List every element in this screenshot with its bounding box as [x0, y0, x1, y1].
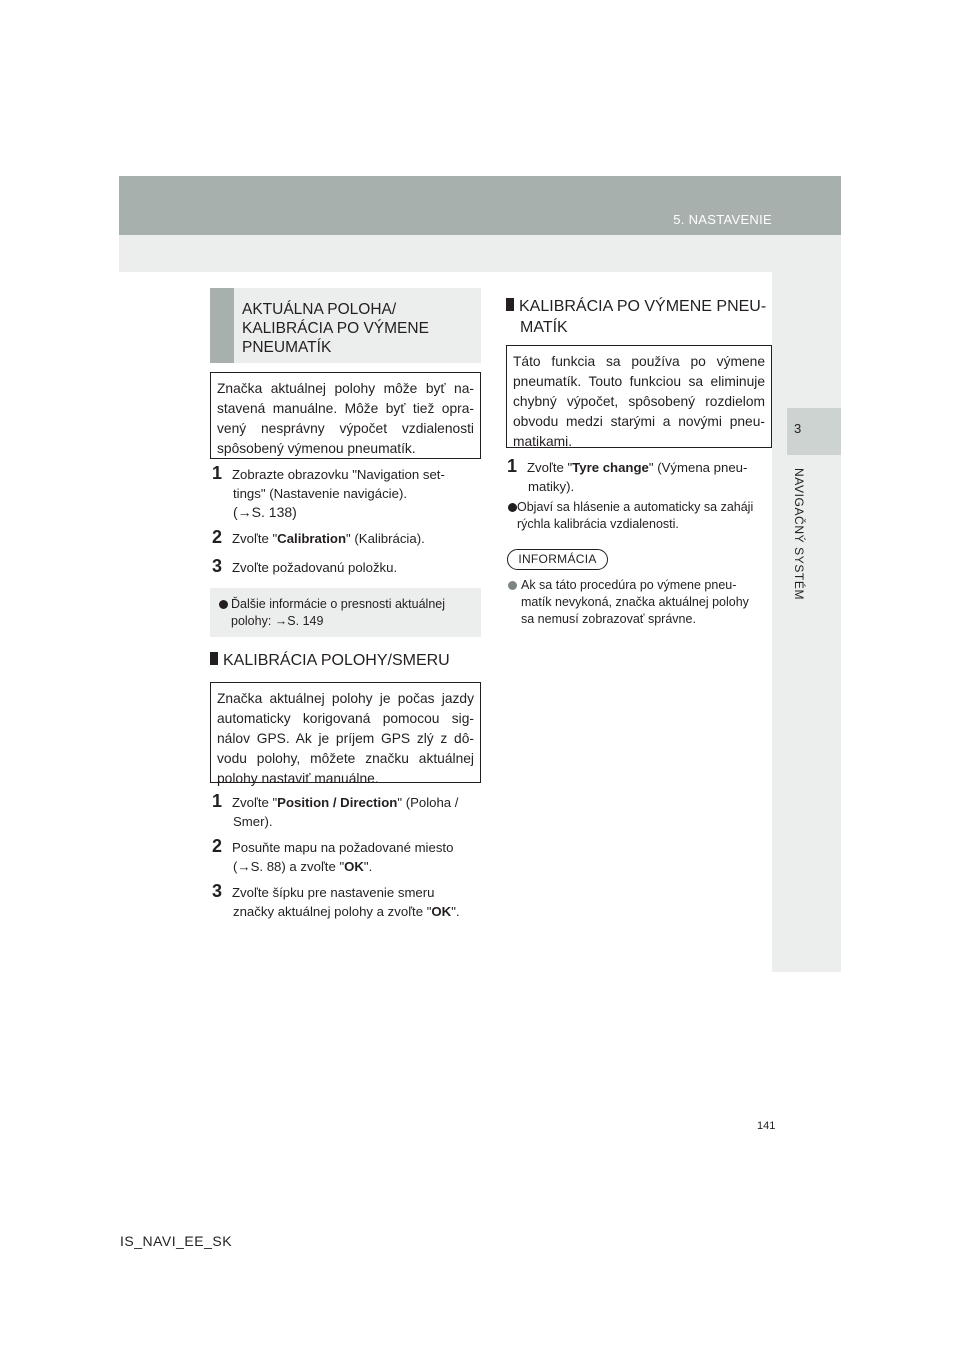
- page-reference: (→S. 138): [233, 504, 297, 520]
- step-number: 2: [212, 836, 223, 856]
- step-text: tings" (Nastavenie navigácie).: [233, 486, 408, 501]
- step-text: Smer).: [233, 814, 273, 829]
- heading-square-icon: [210, 652, 218, 665]
- more-info-text: [231, 596, 475, 630]
- step-number: 1: [507, 456, 518, 476]
- step-number: 3: [212, 881, 223, 901]
- topic-title: [242, 300, 474, 357]
- info-label: INFORMÁCIA: [507, 549, 608, 570]
- step-text: Zvoľte ": [527, 460, 573, 475]
- step-text: matiky).: [528, 479, 575, 494]
- topic-title-line: PNEUMATÍK: [242, 339, 332, 356]
- right-step-1: [507, 457, 773, 496]
- chapter-title-text: NAVIGAČNÝ SYSTÉM: [792, 468, 806, 601]
- right-heading: [506, 296, 772, 338]
- info-bullet-icon: [508, 581, 517, 590]
- step-text: Zobrazte obrazovku "Navigation set-: [232, 467, 445, 482]
- sub-step-3: [212, 882, 482, 921]
- option-name: Calibration: [277, 531, 347, 546]
- intro-note-box: [210, 372, 481, 459]
- step-2: [212, 528, 482, 548]
- topic-title-line: KALIBRÁCIA PO VÝMENE: [242, 320, 429, 337]
- info-text: matík nevykoná, značka aktuálnej polohy: [521, 595, 749, 609]
- chapter-number: 3: [794, 421, 802, 436]
- step-text-line: [212, 857, 482, 876]
- step-text: Posuňte mapu na požadované miesto: [232, 840, 454, 855]
- bullet-text: rýchla kalibrácia vzdialenosti.: [517, 517, 679, 531]
- bullet-icon: [219, 600, 228, 609]
- step-number: 1: [212, 791, 223, 811]
- more-info-line: Ďalšie informácie o presnosti aktuálnej: [231, 597, 445, 611]
- bullet-icon: [508, 503, 517, 512]
- subsection-heading: [210, 650, 450, 671]
- info-note: [507, 577, 773, 628]
- right-note-box: [506, 345, 772, 448]
- step-1: [212, 464, 482, 522]
- sub-step-1: [212, 792, 482, 831]
- info-text: sa nemusí zobrazovať správne.: [521, 612, 696, 626]
- subsection-intro: Značka aktuálnej polohy je počas jazdy automaticky korigovaná pomocou sig-nálov GPS. Ak je príjem GPS zlý z dô-vodu polohy, môžete značku aktuálnej polohy nastaviť manuálne.: [217, 691, 474, 786]
- option-name: OK: [344, 859, 364, 874]
- step-text: Zvoľte šípku pre nastavenie smeru: [232, 885, 435, 900]
- step-text: " (Výmena pneu-: [648, 460, 748, 475]
- right-heading-text: KALIBRÁCIA PO VÝMENE PNEU-: [519, 298, 767, 315]
- sub-step-2: [212, 837, 482, 876]
- step-number: 2: [212, 527, 223, 547]
- info-text: Ak sa táto procedúra po výmene pneu-: [521, 578, 737, 592]
- heading-square-icon: [506, 298, 514, 311]
- step-text: značky aktuálnej polohy a zvoľte ": [233, 904, 432, 919]
- step-3: [212, 557, 482, 577]
- step-number: 1: [212, 463, 223, 483]
- step-text-line: [212, 902, 482, 921]
- page-number: 141: [757, 1120, 776, 1132]
- topic-title-box: [210, 288, 481, 363]
- more-info-box: [210, 588, 481, 637]
- document-code: IS_NAVI_EE_SK: [120, 1233, 233, 1249]
- step-text: Zvoľte požadovanú položku.: [232, 560, 398, 575]
- step-text: Zvoľte ": [232, 531, 278, 546]
- step-text: " (Kalibrácia).: [346, 531, 425, 546]
- header-subband: [119, 235, 841, 272]
- right-bullet: [507, 499, 773, 533]
- subsection-heading-text: KALIBRÁCIA POLOHY/SMERU: [223, 652, 450, 669]
- option-name: Tyre change: [572, 460, 649, 475]
- right-intro: Táto funkcia sa používa po výmene pneumatík. Touto funkciou sa eliminuje chybný výpočet, spôsobený rozdielom obvodu medzi starými a novými pneu-matikami.: [513, 354, 765, 449]
- title-accent: [210, 288, 234, 363]
- intro-text: Značka aktuálnej polohy môže byť na-stavená manuálne. Môže byť tiež opra-vený nesprávny výpočet vzdialenosti spôsobený výmenou pneumatík.: [217, 381, 474, 456]
- chapter-title: [788, 468, 808, 628]
- bullet-text: Objaví sa hlásenie a automaticky sa zaháji: [517, 500, 754, 514]
- subsection-note-box: [210, 682, 481, 786]
- option-name: Position / Direction: [277, 795, 398, 810]
- step-text: ".: [451, 904, 460, 919]
- step-text: ".: [363, 859, 373, 874]
- more-info-line: polohy: →S. 149: [231, 614, 324, 628]
- option-name: OK: [431, 904, 452, 919]
- step-text: " (Poloha /: [397, 795, 459, 810]
- step-text: Zvoľte ": [232, 795, 278, 810]
- step-number: 3: [212, 556, 223, 576]
- right-heading-text: MATÍK: [520, 319, 568, 336]
- topic-title-line: AKTUÁLNA POLOHA/: [242, 301, 397, 318]
- section-title: 5. NASTAVENIE: [673, 212, 772, 227]
- step-text: (→S. 88) a zvoľte ": [233, 859, 345, 874]
